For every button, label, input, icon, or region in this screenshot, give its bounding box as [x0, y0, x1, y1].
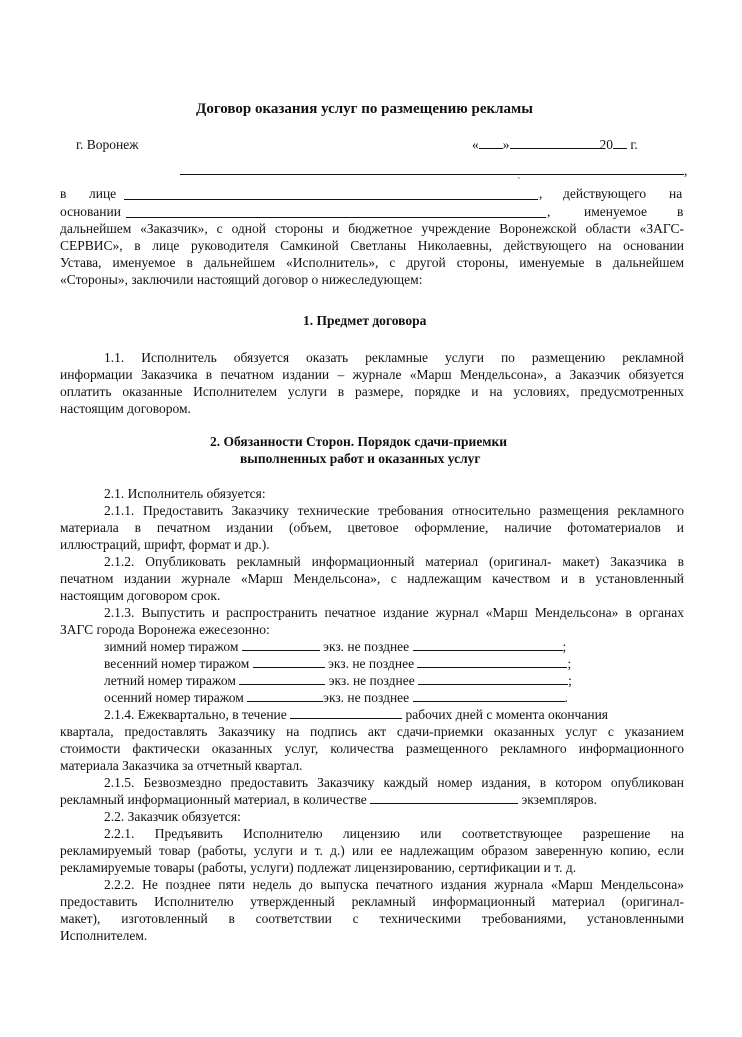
clause-text: рекламный информационный материал, в количестве экземпляров.: [60, 792, 597, 807]
clause-text: 2.1.2. Опубликовать рекламный информационный материал (оригинал- макет) Заказчика в: [104, 554, 684, 569]
clause-text: материала Заказчика за отчетный квартал.: [60, 758, 303, 773]
clause-text: 2.2. Заказчик обязуется:: [104, 809, 241, 824]
document-title: Договор оказания услуг по размещению рекламы: [196, 101, 533, 117]
representative-blank: [124, 199, 538, 200]
date-line: « » 20 г.: [472, 137, 638, 152]
clause-text: оплатить оказанные Исполнителем услуги в размере, порядке и на условиях, предусмотренных: [60, 384, 684, 399]
issue-row: осенний номер тиражом экз. не позднее .: [104, 690, 568, 705]
clause-text: макет), изготовленный в соответствии с техническими требованиями, установленными: [60, 911, 684, 926]
section-heading: 2. Обязанности Сторон. Порядок сдачи-приемки: [210, 434, 508, 449]
section-heading: выполненных работ и оказанных услуг: [240, 451, 481, 466]
clause-text: настоящим договором.: [60, 401, 191, 416]
clause-text: 2.1.1. Предоставить Заказчику технические требования относительно размещения рекламного: [104, 503, 684, 518]
clause-text: ЗАГС города Воронежа ежесезонно:: [60, 622, 270, 637]
clause-text: 2.1.3. Выпустить и распространить печатное издание журнал «Марш Мендельсона» в органах: [104, 605, 684, 620]
clause-text: рекламируемый товар (работы, услуги и т. д.) или ее надлежащим образом заверенную копию, если: [60, 843, 684, 858]
preamble-line: дальнейшем «Заказчик», с одной стороны и бюджетное учреждение Воронежской области «ЗАГС-: [60, 221, 684, 236]
section-heading: 1. Предмет договора: [303, 313, 427, 328]
preamble-line: Устава, именуемое в дальнейшем «Исполнитель», с другой стороны, именуемые в дальнейшем: [60, 255, 684, 270]
clause-text: настоящим договором срок.: [60, 588, 221, 603]
clause-text: 2.2.1. Предъявить Исполнителю лицензию или соответствующее разрешение на: [104, 826, 684, 841]
clause-text: 2.2.2. Не позднее пяти недель до выпуска печатного издания журнала «Марш Мендельсона»: [104, 877, 684, 892]
clause-text: иллюстраций, шрифт, формат и др.).: [60, 537, 270, 552]
clause-text: 2.1. Исполнитель обязуется:: [104, 486, 266, 501]
clause-text: Исполнителем.: [60, 928, 148, 943]
issue-row: зимний номер тиражом экз. не позднее ;: [104, 639, 567, 654]
preamble-line: СЕРВИС», в лице руководителя Самкиной Светланы Николаевны, действующего на основании: [60, 238, 684, 253]
clause-text: информации Заказчика в печатном издании – журнале «Марш Мендельсона», а Заказчик обязуется: [60, 367, 684, 382]
clause-text: материала в печатном издании (объем, цветовое оформление, наличие фотоматериалов и: [60, 520, 684, 535]
party-name-blank: [180, 174, 684, 175]
clause-text: квартала, предоставлять Заказчику на подпись акт сдачи-приемки оказанных услуг с указанием: [60, 724, 684, 739]
clause-text: 2.1.5. Безвозмездно предоставить Заказчику каждый номер издания, в котором опубликован: [104, 775, 684, 790]
clause-text: печатном издании журнале «Марш Мендельсона», с надлежащим качеством и в установленный: [60, 571, 684, 586]
issue-row: летний номер тиражом экз. не позднее ;: [104, 673, 572, 688]
issue-row: весенний номер тиражом экз. не позднее ;: [104, 656, 572, 671]
clause-text: предоставить Исполнителю утвержденный рекламный информационный материал (оригинал-: [60, 894, 684, 909]
document-page: Договор оказания услуг по размещению рекламы г. Воронеж « » 20 г. , ` в лице , действующего на основании , именуемое в дальнейшем «Заказчик», с одной стороны и бюджетное учреждение Воронежской области «ЗАГС- СЕРВИС», в лице руководителя Самкиной Светланы Николаевны, действующего на основании Устава, именуемое в дальнейшем «Исполнитель», с другой стороны, именуемые в дальнейшем «Стороны», заключили настоящий договор о нижеследующем: 1. Предмет договора 1.1. Исполнитель обязуется оказать рекламные услуги по размещению рекламной информации Заказчика в печатном издании – журнале «Марш Мендельсона», а Заказчик обязуется оплатить оказанные Исполнителем услуги в размере, порядке и на условиях, предусмотренных настоящим договором. 2. Обязанности Сторон. Порядок сдачи-приемки выполненных работ и оказанных услуг 2.1. Исполнитель обязуется: 2.1.1. Предоставить Заказчику технические требования относительно размещения рекламного материала в печатном издании (объем, цветовое оформление, наличие фотоматериалов и иллюстраций, шрифт, формат и др.). 2.1.2. Опубликовать рекламный информационный материал (оригинал- макет) Заказчика в печатном издании журнале «Марш Мендельсона», с надлежащим качеством и в установленный настоящим договором срок. 2.1.3. Выпустить и распространить печатное издание журнал «Марш Мендельсона» в органах ЗАГС города Воронежа ежесезонно: зимний номер тиражом экз. не позднее ; весенний номер тиражом экз. не позднее ; летний номер тиражом экз. не позднее ; осенний номер тиражом экз. не позднее . 2.1.4. Ежеквартально, в течение рабочих дней с момента окончания квартала, предоставлять Заказчику на подпись акт сдачи-приемки оказанных услуг с указанием стоимости фактически оказанных услуг, количества размещенного рекламного информационного материала Заказчика за отчетный квартал. 2.1.5. Безвозмездно предоставить Заказчику каждый номер издания, в котором опубликован рекламный информационный материал, в количестве экземпляров. 2.2. Заказчик обязуется: 2.2.1. Предъявить Исполнителю лицензию или соответствующее разрешение на рекламируемый товар (работы, услуги и т. д.) или ее надлежащим образом заверенную копию, если рекламируемые товары (работы, услуги) подлежат лицензированию, сертификации и т. д. 2.2.2. Не позднее пяти недель до выпуска печатного издания журнала «Марш Мендельсона» предоставить Исполнителю утвержденный рекламный информационный материал (оригинал- макет), изготовленный в соответствии с техническими требованиями, установленными Исполнителем.: [60, 101, 688, 943]
preamble-line: «Стороны», заключили настоящий договор о нижеследующем:: [60, 272, 423, 287]
city-label: г. Воронеж: [76, 137, 139, 152]
clause-text: стоимости фактически оказанных услуг, количества размещенного рекламного информационного: [60, 741, 684, 756]
clause-text: 2.1.4. Ежеквартально, в течение рабочих дней с момента окончания: [104, 707, 608, 722]
clause-text: рекламируемые товары (работы, услуги) подлежат лицензированию, сертификации и т. д.: [60, 860, 577, 875]
basis-blank: [126, 217, 546, 218]
clause-text: 1.1. Исполнитель обязуется оказать рекламные услуги по размещению рекламной: [104, 350, 684, 365]
